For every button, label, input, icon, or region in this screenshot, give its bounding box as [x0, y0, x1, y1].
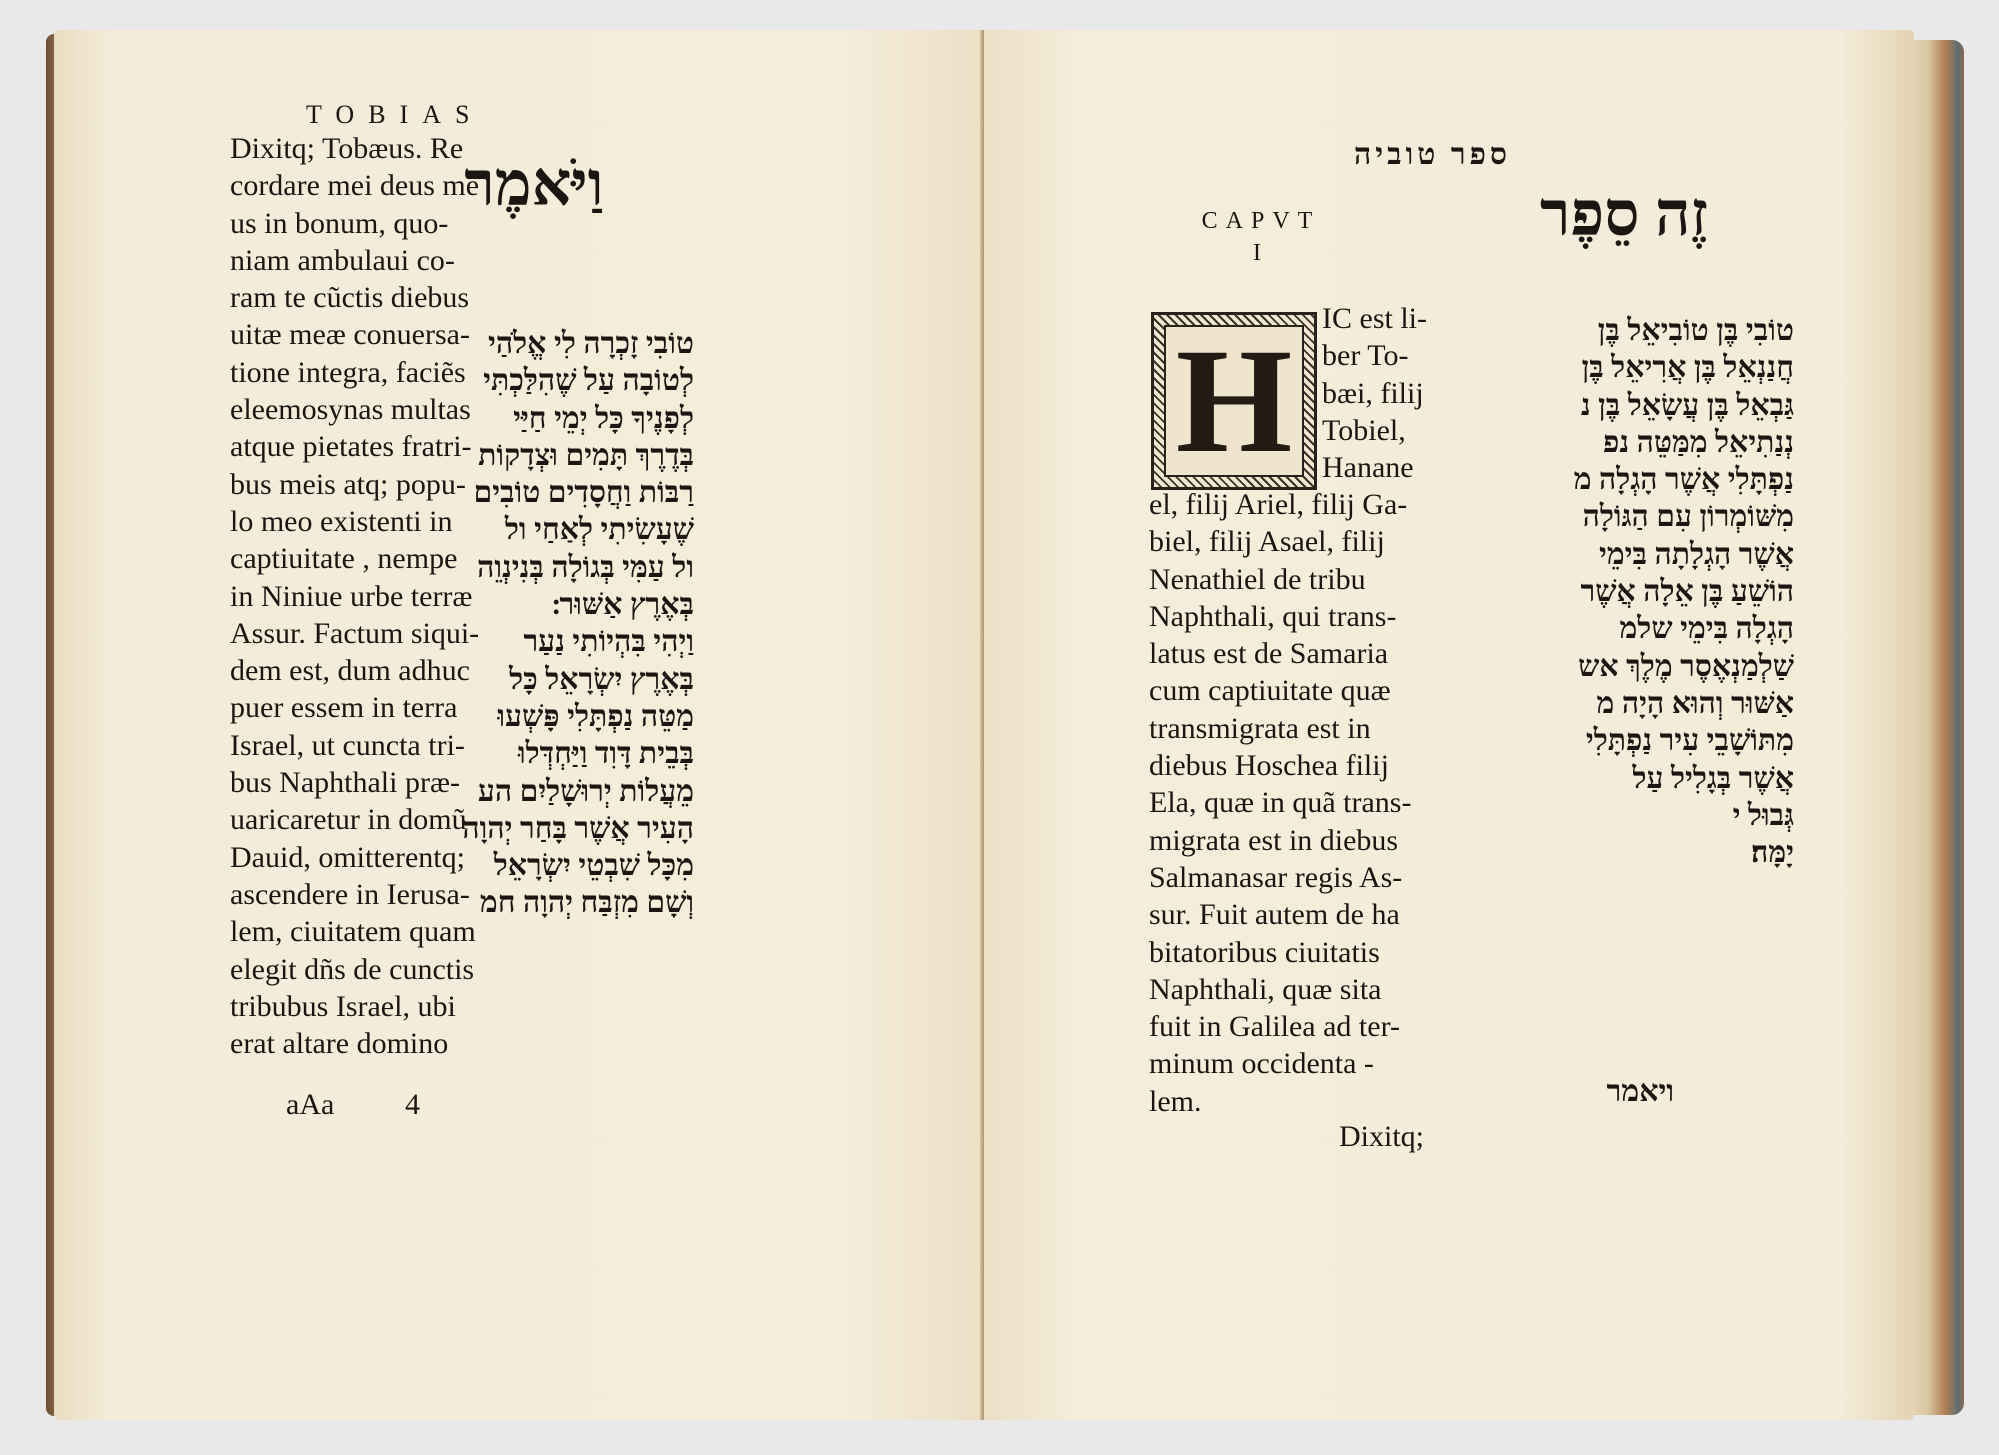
latin-line: tione integra, faciẽs	[230, 355, 466, 389]
latin-line: elegit dñs de cunctis	[230, 952, 475, 986]
latin-line: bus meis atq; popu-	[230, 467, 466, 501]
latin-line: erat altare domino	[230, 1027, 449, 1061]
latin-line: sur. Fuit autem de ha	[1149, 898, 1400, 932]
hebrew-line: לְטוֹבָה עַל שֶׁהִלַּכְתִּי	[483, 364, 694, 398]
hebrew-line: בְּאֶרֶץ אַשּׁוּר ׃	[551, 588, 694, 622]
latin-line: ber To-	[1322, 339, 1409, 373]
hebrew-line: אֲשֶׁר הָגְלָתָה בִּימֵי	[1599, 537, 1794, 571]
latin-line: Assur. Factum siqui-	[230, 616, 480, 650]
latin-line: Nenathiel de tribu	[1149, 562, 1366, 596]
latin-line: minum occidenta -	[1149, 1047, 1374, 1081]
latin-line: tribubus Israel, ubi	[230, 989, 456, 1023]
hebrew-column	[414, 325, 694, 922]
hebrew-line: הָעִיר אֲשֶׁר בָּחַר יְהוָה	[462, 811, 694, 845]
hebrew-line: מֵעֲלוֹת יְרוּשָׁלַיִם הע	[477, 774, 694, 808]
latin-line: fuit in Galilea ad ter-	[1149, 1010, 1400, 1044]
right-page	[984, 30, 1914, 1420]
latin-line: el, filij Ariel, filij Ga-	[1149, 488, 1408, 521]
latin-line: Naphthali, quæ sita	[1149, 972, 1382, 1006]
hebrew-line: בְּבֵית דָּוִד וַיַּחְדְּלוּ	[517, 737, 694, 771]
signature-number: 4	[405, 1088, 420, 1121]
hebrew-line: גְּבוּל י	[1732, 798, 1794, 832]
hebrew-heading: זֶה סֵפֶר	[1540, 181, 1708, 249]
latin-line: bæi, filij	[1322, 376, 1424, 410]
hebrew-line: מַטֵּה נַפְתָּלִי פָּשְׁעוּ	[497, 699, 694, 733]
latin-line: atque pietates fratri-	[230, 430, 472, 464]
latin-column	[1149, 486, 1411, 1120]
latin-line: Dauid, omitterentq;	[230, 840, 465, 874]
hebrew-line: לְפָנֶיךָ כָּל יְמֵי חַיַּי	[513, 401, 694, 435]
latin-line: lem, ciuitatem quam	[230, 915, 476, 949]
hebrew-line: מִתּוֹשָׁבֵי עִיר נַפְתָּלִי	[1585, 724, 1794, 758]
hebrew-line: שֶׁעָשִׂיתִי לְאַחַי ול	[504, 513, 694, 547]
decorated-initial	[1151, 312, 1317, 490]
latin-line: Tobiel,	[1322, 413, 1406, 447]
latin-line: ascendere in Ierusa-	[230, 877, 470, 911]
hebrew-line: הָגְלָה בִּימֵי שלמ	[1619, 612, 1794, 646]
latin-line: Ela, quæ in quã trans-	[1149, 786, 1412, 820]
latin-line: biel, filij Asael, filij	[1149, 525, 1385, 559]
latin-line: us in bonum, quo-	[230, 206, 449, 240]
hebrew-line: שַׁלְמַנְאֶסֶר מֶלֶךְ אש	[1578, 649, 1794, 683]
running-head-hebrew: ספר טוביה	[1354, 138, 1511, 171]
latin-line: migrata est in diebus	[1149, 823, 1399, 857]
latin-line: Hanane	[1322, 451, 1414, 485]
latin-line: lem.	[1149, 1084, 1202, 1118]
latin-line: captiuitate , nempe	[230, 542, 458, 576]
latin-line: cordare mei deus me	[230, 169, 480, 203]
hebrew-line: טוֹבִי זָכְרָה לִי אֱלֹהַי	[488, 327, 694, 360]
latin-line: bitatoribus ciuitatis	[1149, 935, 1380, 969]
hebrew-line: רַבּוֹת וַחֲסָדִים טוֹבִים	[473, 476, 694, 510]
catchword: Dixitq;	[1339, 1120, 1425, 1153]
latin-line: transmigrata est in	[1149, 711, 1371, 745]
latin-line: uitæ meæ conuersa-	[230, 318, 470, 352]
latin-line: Naphthali, qui trans-	[1149, 599, 1397, 633]
latin-line: Salmanasar regis As-	[1149, 860, 1403, 894]
hebrew-line: מִכָּל שִׁבְטֵי יִשְׂרָאֵל	[493, 849, 694, 883]
hebrew-line: אֲשֶׁר בְּגָלִיל עַל	[1632, 761, 1794, 795]
hebrew-line: ול עַמִּי בְּגוֹלָה בְּנִינְוֵה	[477, 550, 694, 584]
hebrew-line: אַשּׁוּר וְהוּא הָיָה מ	[1596, 686, 1794, 720]
latin-line: IC est li-	[1322, 302, 1427, 335]
signature-mark: aAa	[286, 1088, 335, 1121]
initial-letter: H	[1175, 318, 1293, 484]
latin-line: niam ambulaui co-	[230, 243, 455, 277]
latin-line: Dixitq; Tobæus. Re	[230, 132, 464, 165]
latin-line: uaricaretur in domũ	[230, 803, 467, 837]
latin-line: puer essem in terra	[230, 691, 458, 725]
latin-line: bus Naphthali præ-	[230, 766, 460, 800]
hebrew-line: גַּבְאֵל בֶּן עֲשָׂאֵל בֶּן נ	[1580, 388, 1794, 422]
hebrew-line: נְנַתִיאֵל מִמַּטֵּה נפ	[1603, 425, 1794, 459]
latin-line: Israel, ut cuncta tri-	[230, 728, 465, 762]
left-page	[54, 30, 984, 1420]
hebrew-line: טוֹבִי בֶּן טוֹבִיאֵל בֶּן	[1597, 314, 1794, 347]
hebrew-line: נַפְתָּלִי אֲשֶׁר הָגְלָה מ	[1573, 463, 1794, 497]
latin-line: latus est de Samaria	[1149, 637, 1389, 671]
hebrew-catchword: ויאמר	[1606, 1075, 1674, 1108]
running-head-latin: TOBIAS	[306, 100, 484, 129]
latin-line: ram te cũctis diebus	[230, 281, 470, 315]
hebrew-line: וַיְהִי בִּהְיוֹתִי נַעַר	[523, 625, 694, 659]
latin-narrow-column	[1322, 300, 1427, 486]
latin-line: eleemosynas multas	[230, 393, 471, 427]
hebrew-line: בְּדֶרֶךְ תָּמִים וּצְדָקוֹת	[478, 438, 694, 472]
hebrew-line: יָמָּה׃	[1751, 836, 1794, 870]
hebrew-column	[1464, 312, 1794, 871]
open-book	[46, 30, 1946, 1420]
chapter-number: I	[1253, 240, 1269, 266]
hebrew-heading: וַיֹּאמֶר	[464, 151, 604, 219]
latin-line: diebus Hoschea filij	[1149, 749, 1389, 783]
hebrew-line: מִשּׁוֹמְרוֹן עִם הַגּוֹלָה	[1582, 500, 1794, 534]
hebrew-line: חֲנַנְאֵל בֶּן אֲרִיאֵל בֶּן	[1581, 351, 1794, 385]
latin-line: lo meo existenti in	[230, 504, 453, 538]
chapter-heading: CAPVT	[1201, 208, 1321, 234]
latin-line: cum captiuitate quæ	[1149, 674, 1391, 708]
hebrew-line: הוֹשֵׁעַ בֶּן אֵלָה אֲשֶׁר	[1580, 575, 1794, 609]
hebrew-line: וְשָׁם מִזְבַּח יְהוָה חמ	[479, 886, 694, 920]
latin-line: in Niniue urbe terræ	[230, 579, 473, 613]
hebrew-line: בְּאֶרֶץ יִשְׂרָאֵל כָּל	[509, 662, 694, 696]
latin-line: dem est, dum adhuc	[230, 654, 470, 688]
